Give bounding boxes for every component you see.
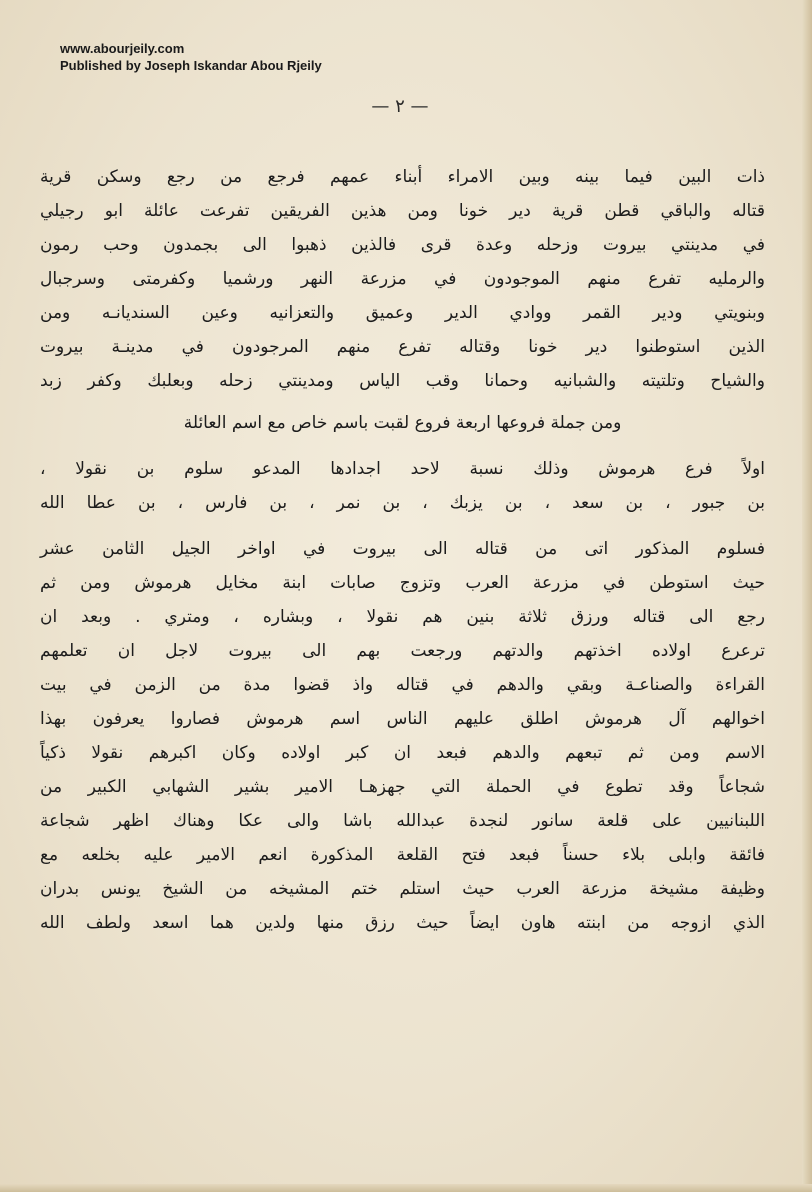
text-line: ومن جملة فروعها اربعة فروع لقبت باسم خاص مع اسم العائلة [183, 413, 622, 433]
text-line: قتاله والباقي قطن قرية دير خونا ومن هذين الفريقين تفرعت عائلة ابو رجيلي [40, 201, 765, 221]
watermark-site: www.abourjeily.com [60, 41, 185, 56]
page-edge-shadow [802, 0, 812, 1192]
text-line: حيث استوطن في مزرعة العرب وتزوج صابات ابنة مخايل هرموش ومن ثم [40, 573, 765, 593]
text-line: ذات البين فيما بينه وبين الامراء أبناء عمهم فرجع من رجع وسكن قرية [40, 167, 765, 187]
publisher-watermark [60, 40, 322, 74]
text-line: ترعرع اولاده اخذتهم والدتهم ورجعت بهم الى بيروت لاجل ان تعلمهم [40, 641, 765, 661]
watermark-publisher: Published by Joseph Iskandar Abou Rjeily [60, 58, 322, 73]
page-bottom-edge [0, 1184, 812, 1192]
text-line: شجاعاً وقد تطوع في الحملة التي جهزهـا الامير بشير الشهابي الكبير من [40, 777, 765, 797]
paragraph [40, 532, 765, 940]
text-line: في مدينتي بيروت وزحله وعدة قرى فالذين ذهبوا الى بجمدون وحب رمون [40, 235, 765, 255]
text-line: والرمليه تفرع منهم الموجودون في مزرعة النهر ورشميا وكفرمتى وسرجبال [40, 269, 765, 289]
text-line: اللبنانيين على قلعة سانور لنجدة عبدالله باشا والى عكا وهناك اظهر شجاعة [40, 811, 765, 831]
text-line: وبنويتي ودير القمر ووادي الدير وعميق والتعزانيه وعين السنديانـه ومن [40, 303, 765, 323]
text-line: الاسم ومن ثم تبعهم والدهم فبعد ان كبر اولاده وكان اكبرهم نقولا ذكياً [40, 743, 765, 763]
text-line: الذين استوطنوا دير خونا وقتاله تفرع منهم المرجودون في مدينـة بيروت [40, 337, 765, 357]
text-line: وظيفة مشيخة مزرعة العرب حيث استلم ختم المشيخه من الشيخ يونس بدران [40, 879, 765, 899]
text-line: الذي ازوجه من ابنته هاون ايضاً حيث رزق منها ولدين هما اسعد ولطف الله [40, 913, 765, 933]
text-line: والشياح وتلتيته والشبانيه وحمانا وقب الياس ومدينتي زحله وبعلبك وكفر زبد [40, 371, 765, 391]
body-text [40, 160, 765, 940]
paragraph [40, 452, 765, 520]
text-line: فسلوم المذكور اتى من قتاله الى بيروت في اواخر الجيل الثامن عشر [40, 539, 765, 559]
paragraph-centered [40, 406, 765, 440]
text-line: القراءة والصناعـة وبقي والدهم في قتاله واذ قضوا مدة من الزمن في بيت [40, 675, 765, 695]
text-line: اخوالهم آل هرموش اطلق عليهم الناس اسم هرموش فصاروا يعرفون بهذا [40, 709, 765, 729]
text-line: رجع الى قتاله ورزق ثلاثة بنين هم نقولا ، وبشاره ، ومتري . وبعد ان [40, 607, 765, 627]
text-line: فائقة وابلى بلاء حسناً فبعد فتح القلعة المذكورة انعم الامير عليه بخلعه مع [40, 845, 765, 865]
paragraph [40, 160, 765, 398]
text-line: بن جبور ، بن سعد ، بن يزبك ، بن نمر ، بن فارس ، بن عطا الله [40, 493, 765, 513]
page-number: — ٢ — [371, 96, 429, 117]
text-line: اولاً فرع هرموش وذلك نسبة لاحد اجدادها المدعو سلوم بن نقولا ، [40, 459, 765, 479]
